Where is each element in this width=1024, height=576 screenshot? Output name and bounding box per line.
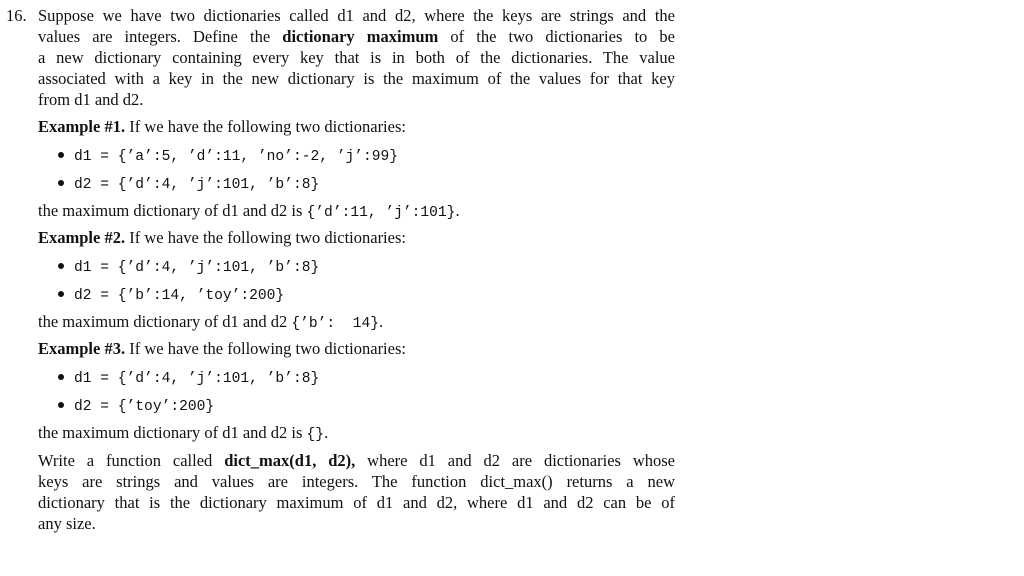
text-line — [38, 27, 675, 47]
question-number: 16. — [6, 6, 27, 25]
text-segment: . — [455, 201, 460, 220]
text-line — [38, 339, 406, 359]
bold-text: Example #3. — [38, 339, 126, 358]
text-line — [38, 117, 406, 137]
bold-text: dict_max(d1, d2), — [224, 451, 356, 470]
bold-text: dictionary maximum — [282, 27, 439, 46]
code-text: {’d’:11, ’j’:101} — [306, 205, 456, 221]
text-segment: of the two dictionaries to be — [438, 27, 675, 46]
bullet-icon — [58, 374, 64, 380]
bullet-item — [58, 395, 214, 417]
text-segment: a new dictionary containing every key that is in both of the dictionaries. The value — [38, 48, 675, 67]
text-segment: . — [378, 312, 384, 331]
text-segment: values are integers. Define the — [38, 27, 283, 46]
code-text: {’b’: 14} — [291, 316, 379, 332]
bullet-item — [58, 367, 319, 389]
bullet-icon — [58, 291, 64, 297]
text-segment: the maximum dictionary of d1 and d2 is — [38, 423, 307, 442]
text-segment: the maximum dictionary of d1 and d2 — [38, 312, 292, 331]
text-line — [38, 201, 460, 223]
text-segment: keys are strings and values are integers. The function dict_max() returns a new — [38, 472, 675, 491]
bullet-icon — [58, 180, 64, 186]
text-segment: from d1 and d2. — [38, 90, 144, 109]
text-line — [38, 451, 675, 471]
text-line — [38, 514, 96, 534]
text-line — [38, 493, 675, 513]
bullet-item — [58, 173, 319, 195]
bullet-item — [58, 145, 398, 167]
code-text: {} — [306, 427, 325, 443]
text-line — [38, 90, 143, 110]
text-segment: Suppose we have two dictionaries called d1 and d2, where the keys are strings and the — [38, 6, 675, 25]
bullet-icon — [58, 152, 64, 158]
code-text: d1 = {’a’:5, ’d’:11, ’no’:-2, ’j’:99} — [74, 149, 399, 165]
code-text: d2 = {’b’:14, ’toy’:200} — [74, 288, 285, 304]
text-segment: any size. — [38, 514, 96, 533]
bullet-item — [58, 284, 284, 306]
text-segment: . — [324, 423, 329, 442]
text-line — [38, 423, 328, 445]
text-line — [38, 312, 383, 334]
text-line — [38, 48, 675, 68]
text-segment: the maximum dictionary of d1 and d2 is — [38, 201, 307, 220]
bullet-icon — [58, 263, 64, 269]
code-text: d1 = {’d’:4, ’j’:101, ’b’:8} — [74, 371, 320, 387]
text-segment: where d1 and d2 are dictionaries whose — [355, 451, 675, 470]
text-line — [38, 228, 406, 248]
bold-text: Example #1. — [38, 117, 126, 136]
text-segment: dictionary that is the dictionary maximum of d1 and d2, where d1 and d2 can be of — [38, 493, 675, 512]
bullet-icon — [58, 402, 64, 408]
bold-text: Example #2. — [38, 228, 126, 247]
text-line — [38, 472, 675, 492]
code-text: d2 = {’d’:4, ’j’:101, ’b’:8} — [74, 177, 320, 193]
text-line — [38, 69, 675, 89]
text-segment: associated with a key in the new dictionary is the maximum of the values for that key — [38, 69, 675, 88]
code-text: d1 = {’d’:4, ’j’:101, ’b’:8} — [74, 260, 320, 276]
text-segment: If we have the following two dictionaries: — [125, 339, 406, 358]
code-text: d2 = {’toy’:200} — [74, 399, 215, 415]
text-segment: Write a function called — [38, 451, 225, 470]
text-segment: If we have the following two dictionaries: — [125, 117, 406, 136]
text-line — [38, 6, 675, 26]
bullet-item — [58, 256, 319, 278]
text-segment: If we have the following two dictionaries: — [125, 228, 406, 247]
